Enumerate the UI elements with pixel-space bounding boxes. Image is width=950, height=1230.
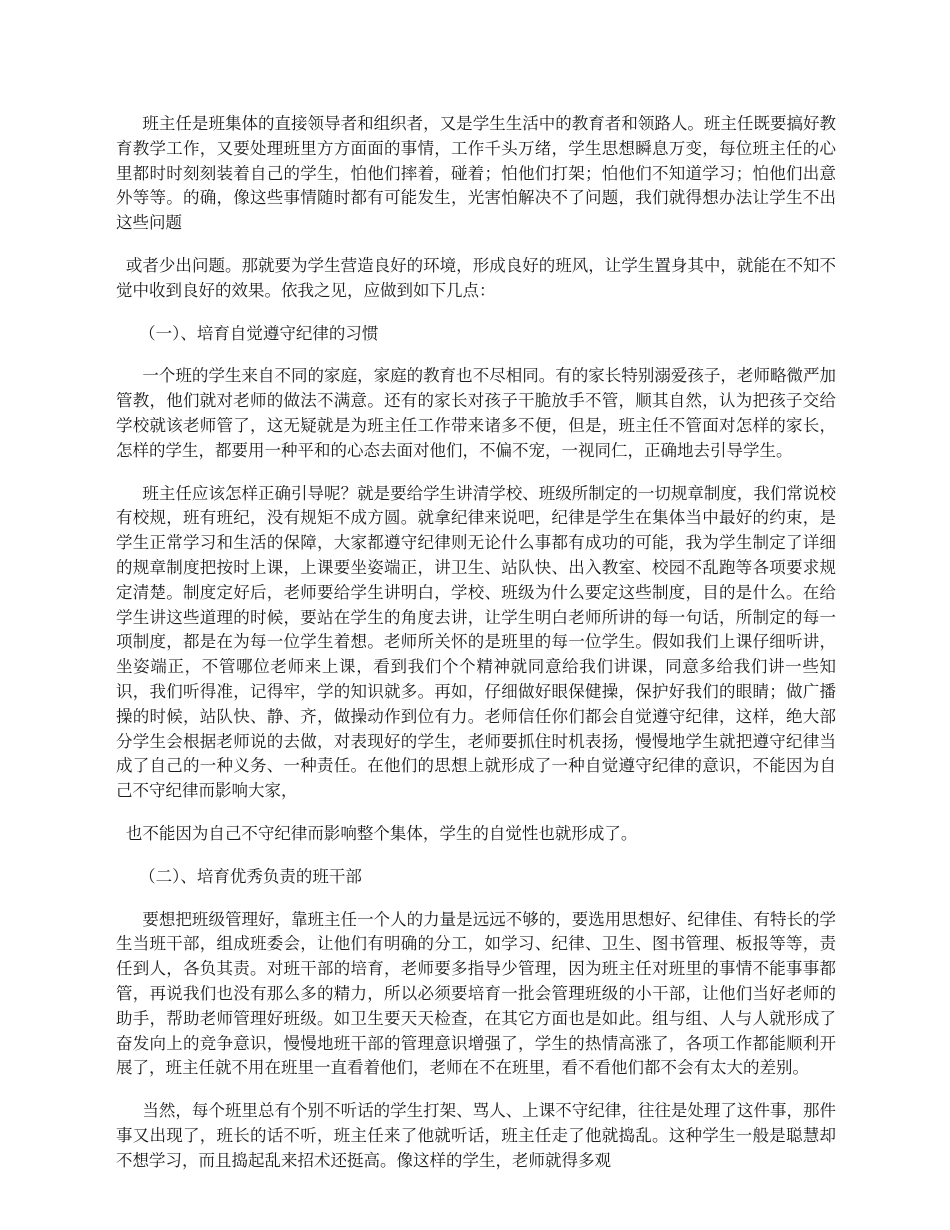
paragraph-guidance: 班主任应该怎样正确引导呢？就是要给学生讲清学校、班级所制定的一切规章制度，我们常说校有校规，班有班纪，没有规矩不成方圆。就拿纪律来说吧，纪律是学生在集体当中最好的约束，是学生正常学习和生活的保障，大家都遵守纪律则无论什么事都有成功的可能，我为学生制定了详细的规章制度把按时上课，上课要坐姿端正，讲卫生、站队快、出入教室、校园不乱跑等各项要求规定清楚。制度定好后，老师要给学生讲明白，学校、班级为什么要定这些制度，目的是什么。在给学生讲这些道理的时候，要站在学生的角度去讲，让学生明白老师所讲的每一句话，所制定的每一项制度，都是在为每一位学生着想。老师所关怀的是班里的每一位学生。假如我们上课仔细听讲，坐姿端正，不管哪位老师来上课，看到我们个个精神就同意给我们讲课，同意多给我们讲一些知识，我们听得准，记得牢，学的知识就多。再如，仔细做好眼保健操，保护好我们的眼睛；做广播操的时候，站队快、静、齐，做操动作到位有力。老师信任你们都会自觉遵守纪律，这样，绝大部分学生会根据老师说的去做，对表现好的学生，老师要抓住时机表扬，慢慢地学生就把遵守纪律当成了自己的一种义务、一种责任。在他们的思想上就形成了一种自觉遵守纪律的意识，不能因为自己不守纪律而影响大家，	[116, 483, 836, 801]
paragraph-intro-continued: 或者少出问题。那就要为学生营造良好的环境，形成良好的班风，让学生置身其中，就能在不知不觉中收到良好的效果。依我之见，应做到如下几点：	[116, 255, 836, 300]
paragraph-guidance-continued: 也不能因为自己不守纪律而影响整个集体，学生的自觉性也就形成了。	[125, 823, 638, 843]
paragraph-intro: 班主任是班集体的直接领导者和组织者，又是学生生活中的教育者和领路人。班主任既要搞好教育教学工作，又要处理班里方方面面的事情，工作千头万绪，学生思想瞬息万变，每位班主任的心里都时时刻刻装着自己的学生，怕他们摔着，碰着；怕他们打架；怕他们不知道学习；怕他们出意外等等。的确，像这些事情随时都有可能发生，光害怕解决不了问题，我们就得想办法让学生不出这些问题	[116, 114, 836, 233]
paragraph-class-cadres: 要想把班级管理好，靠班主任一个人的力量是远远不够的，要选用思想好、纪律佳、有特长的学生当班干部，组成班委会，让他们有明确的分工，如学习、纪律、卫生、图书管理、板报等等，责任到人，各负其责。对班干部的培育，老师要多指导少管理，因为班主任对班里的事情不能事事都管，再说我们也没有那么多的精力，所以必须要培育一批会管理班级的小干部，让他们当好老师的助手，帮助老师管理好班级。如卫生要天天检查，在其它方面也是如此。组与组、人与人就形成了奋发向上的竞争意识，慢慢地班干部的管理意识增强了，学生的热情高涨了，各项工作都能顺利开展了，班主任就不用在班里一直看着他们，老师在不在班里，看不看他们都不会有太大的差别。	[116, 909, 836, 1078]
document-page	[116, 112, 836, 1191]
section-heading-2: （二）、培育优秀负责的班干部	[139, 866, 362, 886]
paragraph-family-education: 一个班的学生来自不同的家庭，家庭的教育也不尽相同。有的家长特别溺爱孩子，老师略微严加管教，他们就对老师的做法不满意。还有的家长对孩子干脆放手不管，顺其自然，认为把孩子交给学校就该老师管了，这无疑就是为班主任工作带来诸多不便，但是，班主任不管面对怎样的家长，怎样的学生，都要用一种平和的心态去面对他们，不偏不宠，一视同仁，正确地去引导学生。	[116, 366, 836, 460]
section-heading-1: （一）、培育自觉遵守纪律的习惯	[139, 323, 379, 343]
paragraph-difficult-students: 当然，每个班里总有个别不听话的学生打架、骂人、上课不守纪律，往往是处理了这件事，那件事又出现了，班长的话不听，班主任来了他就听话，班主任走了他就捣乱。这种学生一般是聪慧却不想学习，而且捣起乱来招术还挺高。像这样的学生，老师就得多观	[116, 1101, 836, 1170]
